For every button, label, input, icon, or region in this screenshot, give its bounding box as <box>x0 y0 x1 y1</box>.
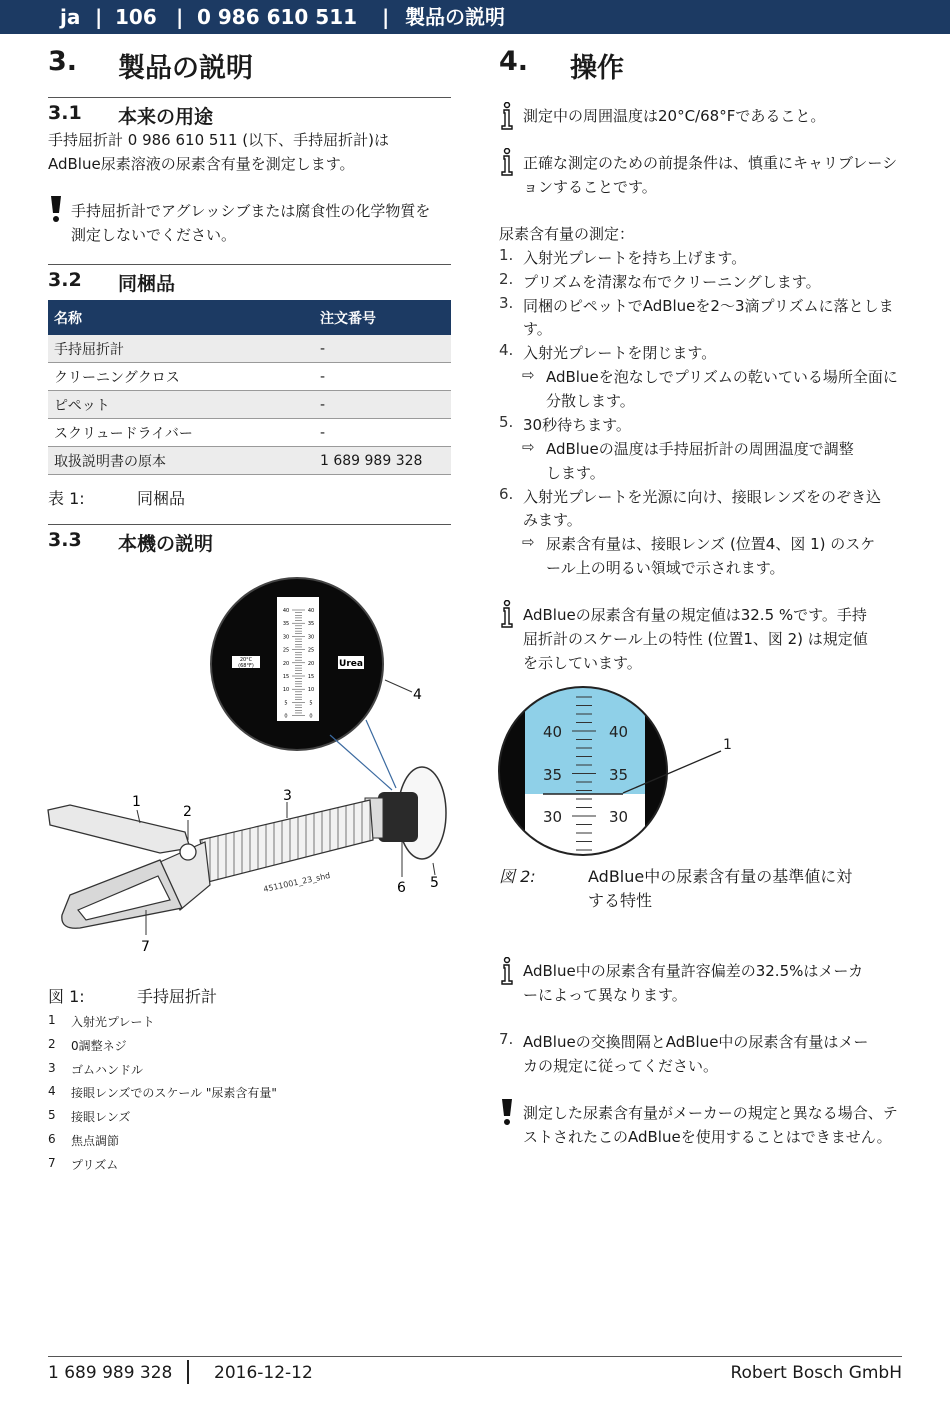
section-3-3-title: 本機の説明 <box>118 533 214 555</box>
table-row <box>48 335 451 363</box>
header-sep-3: | <box>382 5 390 29</box>
info-icon <box>499 600 515 628</box>
step-number: 1. <box>499 246 514 264</box>
table-caption-label: 表 1: <box>48 489 85 508</box>
scale-tick-label: 40 <box>307 608 315 614</box>
figure-1-caption-text: 手持屈折計 <box>137 987 218 1006</box>
contents-table <box>48 300 451 475</box>
scale-tick-label: 15 <box>307 674 315 680</box>
section-3-number: 3. <box>48 46 78 77</box>
info-tolerance-line-1: AdBlue中の尿素含有量許容偏差の32.5%はメーカ <box>523 962 864 980</box>
divider <box>48 524 451 525</box>
intended-use-line-1: 手持屈折計 0 986 610 511 (以下、手持屈折計)は <box>48 131 389 149</box>
scale-detail-figure <box>495 683 745 863</box>
scale-tick-label: 25 <box>282 647 290 654</box>
step-number: 6. <box>499 485 514 503</box>
cell-order: 1 689 989 328 <box>314 447 451 475</box>
info-tolerance-line-2: ーによって異なります。 <box>523 986 687 1004</box>
header-sep-1: | <box>95 5 103 29</box>
warning-icon <box>49 195 63 223</box>
legend-text: ゴムハンドル <box>71 1063 144 1077</box>
info-spec-line-3: を示しています。 <box>523 654 642 672</box>
cell-order: - <box>314 419 451 447</box>
measurement-title: 尿素含有量の測定： <box>499 225 635 243</box>
step-result: 尿素含有量は、接眼レンズ (位置4、図 1) のスケ <box>546 535 876 553</box>
step-number: 4. <box>499 341 514 359</box>
table-row <box>48 447 451 475</box>
warning-line-1: 測定した尿素含有量がメーカーの規定と異なる場合、テ <box>523 1104 898 1122</box>
section-4-title: 操作 <box>570 53 624 84</box>
header-title: 製品の説明 <box>405 5 505 29</box>
cell-order: - <box>314 335 451 363</box>
legend-number: 1 <box>48 1013 56 1027</box>
legend-number: 3 <box>48 1061 56 1075</box>
step-number: 5. <box>499 413 514 431</box>
table-row <box>48 391 451 419</box>
table-header-row <box>48 300 451 335</box>
step-text: 入射光プレートを閉じます。 <box>523 344 717 362</box>
figure-2-caption-label: 図 2: <box>499 867 536 886</box>
info-icon <box>499 102 515 130</box>
scale-tick-label: 40 <box>282 608 290 614</box>
scale-tick-label: 20 <box>282 660 290 667</box>
step-text: みます。 <box>523 511 582 529</box>
step-number: 3. <box>499 294 514 312</box>
scale-tick-label: 30 <box>307 634 315 641</box>
step-result: AdBlueを泡なしでプリズムの乾いている場所全面に <box>546 368 898 386</box>
figure-2-caption-line-1: AdBlue中の尿素含有量の基準値に対 <box>588 867 853 886</box>
callout-3: 3 <box>283 788 292 804</box>
step-text: す。 <box>523 320 552 338</box>
step-text: 入射光プレートを持ち上げます。 <box>523 249 747 267</box>
figure-2-caption-line-2: する特性 <box>588 891 653 910</box>
step-number: 2. <box>499 270 514 288</box>
header-page: 106 <box>115 5 157 29</box>
step-text: 同梱のピペットでAdBlueを2～3滴プリズムに落としま <box>523 297 894 315</box>
legend-text: 接眼レンズでのスケール "尿素含有量" <box>71 1086 277 1100</box>
step-number: 7. <box>499 1030 514 1048</box>
step-result: ール上の明るい領域で示されます。 <box>546 559 785 577</box>
refractometer-figure <box>40 570 460 965</box>
section-3-2-number: 3.2 <box>48 269 82 291</box>
page-header <box>0 0 950 34</box>
tick-label-right: 30 <box>609 808 629 826</box>
legend-text: プリズム <box>71 1158 119 1172</box>
cell-name: クリーニングクロス <box>48 363 314 391</box>
legend-number: 2 <box>48 1037 56 1051</box>
section-4-number: 4. <box>499 46 529 77</box>
info-icon <box>499 957 515 985</box>
drawing-code: 4511001_23_shd <box>262 870 332 894</box>
tick-label-right: 35 <box>609 766 629 784</box>
scale-tick-label: 10 <box>282 687 290 694</box>
legend-number: 6 <box>48 1132 56 1146</box>
step-result: します。 <box>546 464 605 482</box>
step-text: カの規定に従ってください。 <box>523 1057 719 1075</box>
section-3-2-title: 同梱品 <box>118 273 176 295</box>
legend-number: 5 <box>48 1108 56 1122</box>
info-spec-line-2: 屈折計のスケール上の特性 (位置1、図 2) は規定値 <box>523 630 868 648</box>
table-row <box>48 363 451 391</box>
col-header-order-number: 注文番号 <box>314 300 451 335</box>
warning-line-2: 測定しないでください。 <box>71 226 237 244</box>
scale-tick-label: 5 <box>309 700 313 707</box>
cell-name: ピペット <box>48 391 314 419</box>
info-calibration-line-2: ョンすることです。 <box>523 178 657 196</box>
scale-tick-label: 10 <box>307 687 315 694</box>
callout-1: 1 <box>132 794 141 810</box>
info-spec-line-1: AdBlueの尿素含有量の規定値は32.5 %です。手持 <box>523 606 867 624</box>
table-row <box>48 419 451 447</box>
step-text: AdBlueの交換間隔とAdBlue中の尿素含有量はメー <box>523 1033 869 1051</box>
section-3-title: 製品の説明 <box>118 53 253 84</box>
scale-tick-label: 20 <box>307 660 315 667</box>
step-result: AdBlueの温度は手持屈折計の周囲温度で調整 <box>546 440 854 458</box>
footer-separator <box>187 1360 189 1384</box>
legend-number: 7 <box>48 1156 56 1170</box>
cell-name: 手持屈折計 <box>48 335 314 363</box>
scale-tick-label: 30 <box>282 634 290 641</box>
legend-text: 0調整ネジ <box>71 1039 127 1053</box>
tick-label-right: 40 <box>609 723 629 741</box>
scale-tick-label: 35 <box>307 621 315 628</box>
info-icon <box>499 148 515 176</box>
legend-text: 接眼レンズ <box>71 1110 131 1124</box>
result-arrow-icon: ⇨ <box>522 533 535 551</box>
cell-order: - <box>314 391 451 419</box>
step-text: 入射光プレートを光源に向け、接眼レンズをのぞき込 <box>523 488 881 506</box>
tick-label-left: 40 <box>543 723 563 741</box>
legend-text: 入射光プレート <box>71 1015 155 1029</box>
result-arrow-icon: ⇨ <box>522 438 535 456</box>
intended-use-line-2: AdBlue尿素溶液の尿素含有量を測定します。 <box>48 155 355 173</box>
info-ambient-temp: 測定中の周囲温度は20°C/68°Fであること。 <box>523 107 826 125</box>
legend-number: 4 <box>48 1084 56 1098</box>
header-lang: ja <box>60 5 81 29</box>
tick-label-left: 35 <box>543 766 563 784</box>
scale-tick-label: 0 <box>309 713 313 720</box>
header-sep-2: | <box>176 5 184 29</box>
scale-tick-label: 5 <box>284 700 288 707</box>
step-text: 30秒待ちます。 <box>523 416 631 434</box>
warning-line-1: 手持屈折計でアグレッシブまたは腐食性の化学物質を <box>71 202 431 220</box>
info-calibration-line-1: 正確な測定のための前提条件は、慎重にキャリブレーシ <box>523 154 898 172</box>
scale-tick-label: 35 <box>282 621 290 628</box>
divider <box>48 264 451 265</box>
step-result: 分散します。 <box>546 392 635 410</box>
cell-name: スクリュードライバー <box>48 419 314 447</box>
callout-1: 1 <box>723 737 732 753</box>
warning-icon <box>500 1098 514 1126</box>
section-3-1-title: 本来の用途 <box>118 106 214 128</box>
scale-tick-label: 15 <box>282 674 290 680</box>
scale-tick-label: 0 <box>284 713 288 720</box>
header-part-no: 0 986 610 511 <box>197 5 358 29</box>
table-caption-text: 同梱品 <box>137 489 186 508</box>
footer-company: Robert Bosch GmbH <box>730 1363 902 1383</box>
cell-order: - <box>314 363 451 391</box>
callout-4: 4 <box>413 687 422 703</box>
figure-1-caption-label: 図 1: <box>48 987 85 1006</box>
callout-6: 6 <box>397 880 406 896</box>
tick-label-left: 30 <box>543 808 563 826</box>
scale-temp-label-2: (68°F) <box>238 663 254 669</box>
result-arrow-icon: ⇨ <box>522 366 535 384</box>
cell-name: 取扱説明書の原本 <box>48 447 314 475</box>
scale-urea-label: Urea <box>339 659 363 669</box>
scale-tick-label: 25 <box>307 647 315 654</box>
scale-temp-label-1: 20°C <box>239 657 253 663</box>
warning-line-2: ストされたこのAdBlueを使用することはできません。 <box>523 1128 892 1146</box>
callout-5: 5 <box>430 875 439 891</box>
section-3-1-number: 3.1 <box>48 102 82 124</box>
footer-divider <box>48 1356 902 1357</box>
divider <box>48 97 451 98</box>
callout-2: 2 <box>183 804 192 820</box>
footer-doc-number: 1 689 989 328 <box>48 1363 173 1383</box>
callout-7: 7 <box>141 939 150 955</box>
legend-text: 焦点調節 <box>71 1134 120 1148</box>
step-text: プリズムを清潔な布でクリーニングします。 <box>523 273 821 291</box>
col-header-name: 名称 <box>48 300 314 335</box>
footer-date: 2016-12-12 <box>214 1363 313 1383</box>
section-3-3-number: 3.3 <box>48 529 82 551</box>
